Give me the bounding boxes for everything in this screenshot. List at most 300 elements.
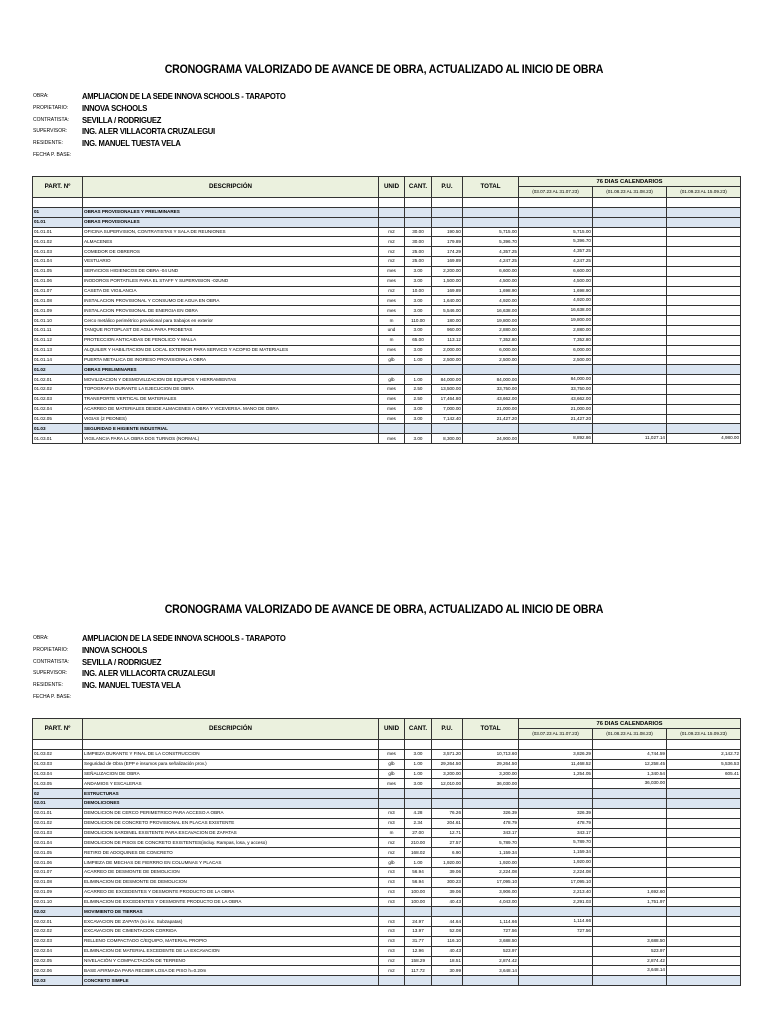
period-value: 4,247.25	[573, 258, 591, 264]
cell-unit: m3	[379, 818, 405, 828]
col-period-1: (03.07.23 AL 31.07.23)	[519, 729, 593, 740]
cell-period-2	[593, 897, 667, 907]
table-row	[33, 306, 741, 316]
table-row	[33, 345, 741, 355]
cell-unit: mes	[379, 404, 405, 414]
period-value: 343.17	[576, 829, 591, 835]
cell-quantity: 100.00	[405, 887, 432, 897]
empty-cell	[405, 198, 432, 208]
empty-cell	[519, 789, 593, 799]
period-value: 5,715.00	[573, 228, 591, 234]
cell-period-2	[593, 749, 667, 759]
info-value: ING. MANUEL TUESTA VELA	[82, 680, 181, 691]
cell-period-1	[519, 266, 593, 276]
table-row	[33, 917, 741, 927]
cell-total: 326.39	[463, 808, 519, 818]
table-row	[33, 316, 741, 326]
cell-description: NIVELACIÓN Y COMPACTACIÓN DE TERRENO	[83, 956, 379, 966]
cell-part: 02.01.08	[33, 877, 83, 887]
cell-quantity: 30.00	[405, 227, 432, 237]
cell-quantity: 3.00	[405, 434, 432, 444]
cell-period-2	[593, 237, 667, 247]
empty-cell	[463, 365, 519, 375]
cell-period-2	[593, 276, 667, 286]
cell-total: 3,906.00	[463, 887, 519, 897]
cell-total: 43,662.00	[463, 394, 519, 404]
table-row	[33, 867, 741, 877]
cell-part: 02.01.02	[33, 818, 83, 828]
cell-period-2	[593, 385, 667, 395]
cell-period-3	[667, 394, 741, 404]
cell-period-2	[593, 946, 667, 956]
table-header	[33, 177, 741, 198]
cell-description: BASE AFIRMADA PARA RECIBIR LOSA DE PISO h=0.20m	[83, 966, 379, 976]
cell-period-1	[519, 867, 593, 877]
cell-total: 6,000.00	[463, 345, 519, 355]
table-row	[33, 966, 741, 976]
cell-period-1	[519, 385, 593, 395]
cell-period-3	[667, 227, 741, 237]
empty-cell	[593, 217, 667, 227]
empty-cell	[463, 976, 519, 986]
cell-period-3	[667, 286, 741, 296]
schedule-table	[32, 718, 741, 986]
cell-description: OFICINA SUPERVISION, CONTRATISTAS Y SALA DE REUNIONES	[83, 227, 379, 237]
cell-unit-price: 116.10	[432, 936, 463, 946]
period-value: 84,000.00	[570, 376, 591, 382]
cell-description: VIGIAS (2 PEONES)	[83, 414, 379, 424]
period-value: 1,751.97	[647, 898, 665, 904]
info-label: CONTRATISTA:	[33, 116, 69, 123]
period-value: 2,142.72	[721, 750, 740, 756]
period-value: 2,880.00	[573, 326, 591, 332]
empty-cell	[379, 907, 405, 917]
empty-cell	[463, 789, 519, 799]
table-row	[33, 375, 741, 385]
cell-description: ACARREO DE DESMONTE DE DEMOLICION	[83, 867, 379, 877]
cell-total: 36,030.00	[463, 779, 519, 789]
cell-unit-price: 3,571.20	[432, 749, 463, 759]
cell-description: ELIMINACION DE EXCEDENTES Y DESMONTE PRODUCTO DE LA OBRA	[83, 897, 379, 907]
cell-unit: und	[379, 325, 405, 335]
cell-total: 19,800.00	[463, 316, 519, 326]
cell-description: ESTRUCTURAS	[83, 789, 379, 799]
period-value: 4,980.00	[721, 435, 740, 441]
cell-unit: m	[379, 335, 405, 345]
table-row	[33, 385, 741, 395]
period-value: 1,254.05	[573, 770, 591, 776]
empty-cell	[432, 976, 463, 986]
info-label: RESIDENTE:	[33, 682, 64, 689]
cell-total: 84,000.00	[463, 375, 519, 385]
table-row	[33, 749, 741, 759]
cell-period-1	[519, 858, 593, 868]
cell-period-1	[519, 828, 593, 838]
col-total: TOTAL	[463, 177, 519, 198]
cell-period-2	[593, 887, 667, 897]
table-row	[33, 286, 741, 296]
cell-quantity: 100.00	[405, 897, 432, 907]
cell-period-1	[519, 897, 593, 907]
period-value: 21,427.20	[570, 415, 591, 421]
cell-total: 4,043.00	[463, 897, 519, 907]
cell-quantity: 4.28	[405, 808, 432, 818]
cell-description: EXCAVACION DE ZAPATA (no inc. Subzapatas)	[83, 917, 379, 927]
cell-total: 2,500.00	[463, 355, 519, 365]
empty-cell	[593, 198, 667, 208]
cell-period-1	[519, 818, 593, 828]
empty-cell	[405, 789, 432, 799]
col-period-3: (01.09.23 AL 15.09.23)	[667, 187, 741, 198]
cell-period-2	[593, 867, 667, 877]
cell-period-1	[519, 325, 593, 335]
cell-description: PUERTA METALICA DE INGRESO PROVISIONAL A OBRA	[83, 355, 379, 365]
empty-cell	[432, 365, 463, 375]
cell-unit: m3	[379, 936, 405, 946]
cell-description: ELIMINACION DE DESMONTE DE DEMOLICION	[83, 877, 379, 887]
cell-part: 01	[33, 207, 83, 217]
cell-total: 4,357.25	[463, 247, 519, 257]
info-label: PROPIETARIO:	[33, 104, 69, 111]
cell-period-3	[667, 296, 741, 306]
cell-period-1	[519, 316, 593, 326]
cell-part: 01.01.11	[33, 325, 83, 335]
cell-quantity: 1.00	[405, 858, 432, 868]
period-value: 1,920.00	[573, 859, 591, 865]
cell-description: CONCRETO SIMPLE	[83, 976, 379, 986]
cell-quantity: 3.00	[405, 266, 432, 276]
cell-description: ANDAMIOS Y ESCALERAS	[83, 779, 379, 789]
cell-period-3	[667, 956, 741, 966]
cell-period-1	[519, 237, 593, 247]
cell-total: 5,789.70	[463, 838, 519, 848]
cell-description: DEMOLICION DE CONCRETO PROVISIONAL EN PLACAS EXISTENTE	[83, 818, 379, 828]
cell-quantity: 56.94	[405, 877, 432, 887]
empty-cell	[519, 976, 593, 986]
cell-part: 02.01.05	[33, 848, 83, 858]
empty-cell	[432, 198, 463, 208]
cell-period-2	[593, 966, 667, 976]
cell-description: OBRAS PRELIMINARES	[83, 365, 379, 375]
cell-unit-price: 7,000.00	[432, 404, 463, 414]
col-quantity: CANT.	[405, 719, 432, 740]
table-row	[33, 936, 741, 946]
cell-description: MOVILIZACION Y DESMOVILIZACION DE EQUIPOS Y HERRAMIENTAS	[83, 375, 379, 385]
cell-period-3	[667, 848, 741, 858]
cell-part: 01.03.03	[33, 759, 83, 769]
period-value: 1,340.54	[647, 770, 665, 776]
cell-total: 4,247.25	[463, 257, 519, 267]
cell-quantity: 3.00	[405, 306, 432, 316]
cell-total: 4,920.00	[463, 296, 519, 306]
cell-period-3	[667, 936, 741, 946]
empty-cell	[379, 198, 405, 208]
cell-total: 1,159.34	[463, 848, 519, 858]
empty-cell	[593, 740, 667, 750]
cell-description: ACARREO DE MATERIALES DESDE ALMACENES A OBRA Y VICEVERSA. MANO DE OBRA	[83, 404, 379, 414]
cell-period-2	[593, 828, 667, 838]
cell-total: 6,600.00	[463, 266, 519, 276]
cell-part: 01.02.02	[33, 385, 83, 395]
info-value: SEVILLA / RODRIGUEZ	[82, 114, 162, 125]
empty-cell	[405, 976, 432, 986]
table-row	[33, 404, 741, 414]
cell-period-2	[593, 838, 667, 848]
table-row	[33, 858, 741, 868]
cell-period-2	[593, 404, 667, 414]
empty-cell	[432, 740, 463, 750]
blank-row	[33, 740, 741, 750]
cell-period-3	[667, 946, 741, 956]
cell-period-2	[593, 956, 667, 966]
cell-total: 523.97	[463, 946, 519, 956]
empty-cell	[519, 365, 593, 375]
cell-period-1	[519, 779, 593, 789]
empty-cell	[379, 424, 405, 434]
cell-period-2	[593, 927, 667, 937]
col-days: 76 DIAS CALENDARIOS	[519, 177, 741, 187]
cell-period-1	[519, 375, 593, 385]
cell-unit-price: 1,500.00	[432, 276, 463, 286]
cell-period-3	[667, 877, 741, 887]
empty-cell	[593, 976, 667, 986]
cell-total: 5,715.00	[463, 227, 519, 237]
blank-row	[33, 198, 741, 208]
empty-cell	[667, 740, 741, 750]
cell-description: INODOROS PORTATILES PARA EL STAFF Y SUPERVISION -02UND	[83, 276, 379, 286]
cell-unit: m2	[379, 227, 405, 237]
cell-period-3	[667, 858, 741, 868]
cell-part: 02	[33, 789, 83, 799]
info-label: OBRA:	[33, 93, 49, 99]
cell-period-3	[667, 414, 741, 424]
cell-period-2	[593, 345, 667, 355]
cell-quantity: 3.00	[405, 296, 432, 306]
cell-description: TRANSPORTE VERTICAL DE MATERIALES	[83, 394, 379, 404]
cell-total: 7,352.80	[463, 335, 519, 345]
period-value: 523.97	[650, 947, 665, 953]
cell-unit-price: 3,200.00	[432, 769, 463, 779]
cell-unit: mes	[379, 434, 405, 444]
cell-description: OBRAS PROVISIONALES	[83, 217, 379, 227]
table-row	[33, 779, 741, 789]
cell-period-1	[519, 227, 593, 237]
cell-description: DEMOLICION SARDINEL EXISTENTE PARA EXCAVACION DE ZAPATAS	[83, 828, 379, 838]
cell-period-3	[667, 404, 741, 414]
table-row	[33, 296, 741, 306]
cell-part: 02.02.03	[33, 936, 83, 946]
cell-unit-price: 17,464.80	[432, 394, 463, 404]
cell-part: 01.01.13	[33, 345, 83, 355]
cell-unit-price: 174.29	[432, 247, 463, 257]
period-value: 21,000.00	[570, 405, 591, 411]
cell-unit-price: 18.51	[432, 956, 463, 966]
cell-part: 01.01	[33, 217, 83, 227]
cell-unit: glb	[379, 355, 405, 365]
empty-cell	[519, 217, 593, 227]
cell-period-3	[667, 276, 741, 286]
cell-quantity: 3.00	[405, 749, 432, 759]
table-row	[33, 335, 741, 345]
cell-part: 02.01.04	[33, 838, 83, 848]
cell-period-1	[519, 877, 593, 887]
cell-quantity: 25.00	[405, 257, 432, 267]
cell-unit-price: 960.00	[432, 325, 463, 335]
period-value: 5,789.70	[573, 839, 591, 845]
cell-unit-price: 2,500.00	[432, 355, 463, 365]
cell-unit-price: 1,640.00	[432, 296, 463, 306]
group-header-row	[33, 207, 741, 217]
cell-period-1	[519, 286, 593, 296]
period-value: 33,750.00	[570, 386, 591, 392]
cell-unit-price: 169.89	[432, 257, 463, 267]
cell-quantity: 2.50	[405, 385, 432, 395]
cell-period-1	[519, 966, 593, 976]
cell-description: SERVICIOS HIGIENICOS DE OBRA -04 UND	[83, 266, 379, 276]
cell-period-3	[667, 818, 741, 828]
period-value: 6,000.00	[573, 346, 591, 352]
cell-unit-price: 8,300.00	[432, 434, 463, 444]
cell-description: SEGURIDAD E HIGIENTE INDUSTRIAL	[83, 424, 379, 434]
empty-cell	[432, 799, 463, 809]
cell-description: ACARREO DE EXCEDENTES Y DESMONTE PRODUCTO DE LA OBRA	[83, 887, 379, 897]
empty-cell	[33, 198, 83, 208]
cell-quantity: 168.02	[405, 848, 432, 858]
cell-period-3	[667, 887, 741, 897]
empty-cell	[593, 207, 667, 217]
cell-part: 02.03	[33, 976, 83, 986]
cell-unit-price: 300.23	[432, 877, 463, 887]
cell-period-3	[667, 927, 741, 937]
group-header-row	[33, 365, 741, 375]
cell-period-1	[519, 257, 593, 267]
empty-cell	[519, 424, 593, 434]
cell-period-2	[593, 858, 667, 868]
cell-period-2	[593, 769, 667, 779]
cell-quantity: 25.00	[405, 247, 432, 257]
table-row	[33, 227, 741, 237]
cell-quantity: 3.00	[405, 276, 432, 286]
empty-cell	[519, 740, 593, 750]
col-period-3: (01.09.23 AL 15.09.23)	[667, 729, 741, 740]
cell-period-3	[667, 897, 741, 907]
col-total: TOTAL	[463, 719, 519, 740]
cell-period-1	[519, 355, 593, 365]
cell-unit: mes	[379, 394, 405, 404]
cell-period-1	[519, 927, 593, 937]
empty-cell	[405, 365, 432, 375]
cell-unit-price: 39.06	[432, 867, 463, 877]
cell-total: 2,224.08	[463, 867, 519, 877]
table-row	[33, 877, 741, 887]
table-row	[33, 946, 741, 956]
period-value: 43,662.00	[570, 395, 591, 401]
info-value: INNOVA SCHOOLS	[82, 102, 148, 113]
cell-period-1	[519, 296, 593, 306]
cell-part: 02.01	[33, 799, 83, 809]
page-title: CRONOGRAMA VALORIZADO DE AVANCE DE OBRA, ACTUALIZADO AL INICIO DE OBRA	[164, 64, 604, 76]
cell-period-2	[593, 375, 667, 385]
cell-unit: glb	[379, 769, 405, 779]
cell-total: 17,095.10	[463, 877, 519, 887]
empty-cell	[432, 907, 463, 917]
empty-cell	[463, 198, 519, 208]
cell-period-3	[667, 808, 741, 818]
cell-unit: m3	[379, 946, 405, 956]
col-unit-price: P.U.	[432, 719, 463, 740]
cell-period-3	[667, 237, 741, 247]
empty-cell	[593, 799, 667, 809]
cell-period-2	[593, 247, 667, 257]
cell-unit: glb	[379, 858, 405, 868]
cell-unit: mes	[379, 385, 405, 395]
cell-unit: mes	[379, 296, 405, 306]
period-value: 4,357.25	[573, 248, 591, 254]
cell-period-1	[519, 848, 593, 858]
info-label: FECHA P. BASE:	[33, 151, 72, 158]
table-header	[33, 719, 741, 740]
cell-part: 02.02	[33, 907, 83, 917]
cell-part: 01.02.01	[33, 375, 83, 385]
cell-total: 16,638.00	[463, 306, 519, 316]
cell-part: 01.01.07	[33, 286, 83, 296]
cell-unit-price: 2,000.00	[432, 345, 463, 355]
empty-cell	[432, 207, 463, 217]
table-row	[33, 838, 741, 848]
cell-part: 02.01.10	[33, 897, 83, 907]
cell-quantity: 24.97	[405, 917, 432, 927]
empty-cell	[405, 740, 432, 750]
cell-description: MOVIMIENTO DE TIERRAS	[83, 907, 379, 917]
table-row	[33, 897, 741, 907]
period-value: 727.56	[576, 928, 591, 934]
cell-quantity: 158.29	[405, 956, 432, 966]
cell-description: LIMPIEZA DURANTE Y FINAL DE LA CONSTRUCCION	[83, 749, 379, 759]
period-value: 5,536.53	[721, 760, 740, 766]
cell-period-3	[667, 375, 741, 385]
col-unit: UNID	[379, 719, 405, 740]
cell-unit-price: 30.99	[432, 966, 463, 976]
cell-part: 02.02.05	[33, 956, 83, 966]
cell-quantity: 1.00	[405, 769, 432, 779]
table-body	[33, 198, 741, 444]
period-value: 16,638.00	[570, 307, 591, 313]
cell-unit-price: 76.26	[432, 808, 463, 818]
cell-quantity: 1.00	[405, 355, 432, 365]
info-value: INNOVA SCHOOLS	[82, 644, 148, 655]
cell-unit-price: 13,500.00	[432, 385, 463, 395]
cell-description: ALQUILER Y HABILITACION DE LOCAL EXTERIOR PARA SERVICO Y ACOPIO DE MATERIALES	[83, 345, 379, 355]
period-value: 326.39	[576, 809, 591, 815]
table-body	[33, 740, 741, 986]
cell-quantity: 10.00	[405, 286, 432, 296]
cell-unit: m2	[379, 257, 405, 267]
table-row	[33, 325, 741, 335]
cell-period-2	[593, 808, 667, 818]
cell-period-2	[593, 355, 667, 365]
cell-part: 01.01.02	[33, 237, 83, 247]
cell-total: 4,500.00	[463, 276, 519, 286]
period-value: 3,648.14	[647, 967, 665, 973]
empty-cell	[405, 424, 432, 434]
cell-part: 01.01.04	[33, 257, 83, 267]
empty-cell	[667, 217, 741, 227]
empty-cell	[667, 365, 741, 375]
cell-description: INSTALACION PROVISIONAL Y CONSUMO DE AGUA EN OBRA	[83, 296, 379, 306]
cell-unit-price: 6.90	[432, 848, 463, 858]
table-row	[33, 276, 741, 286]
period-value: 1,692.60	[647, 888, 665, 894]
